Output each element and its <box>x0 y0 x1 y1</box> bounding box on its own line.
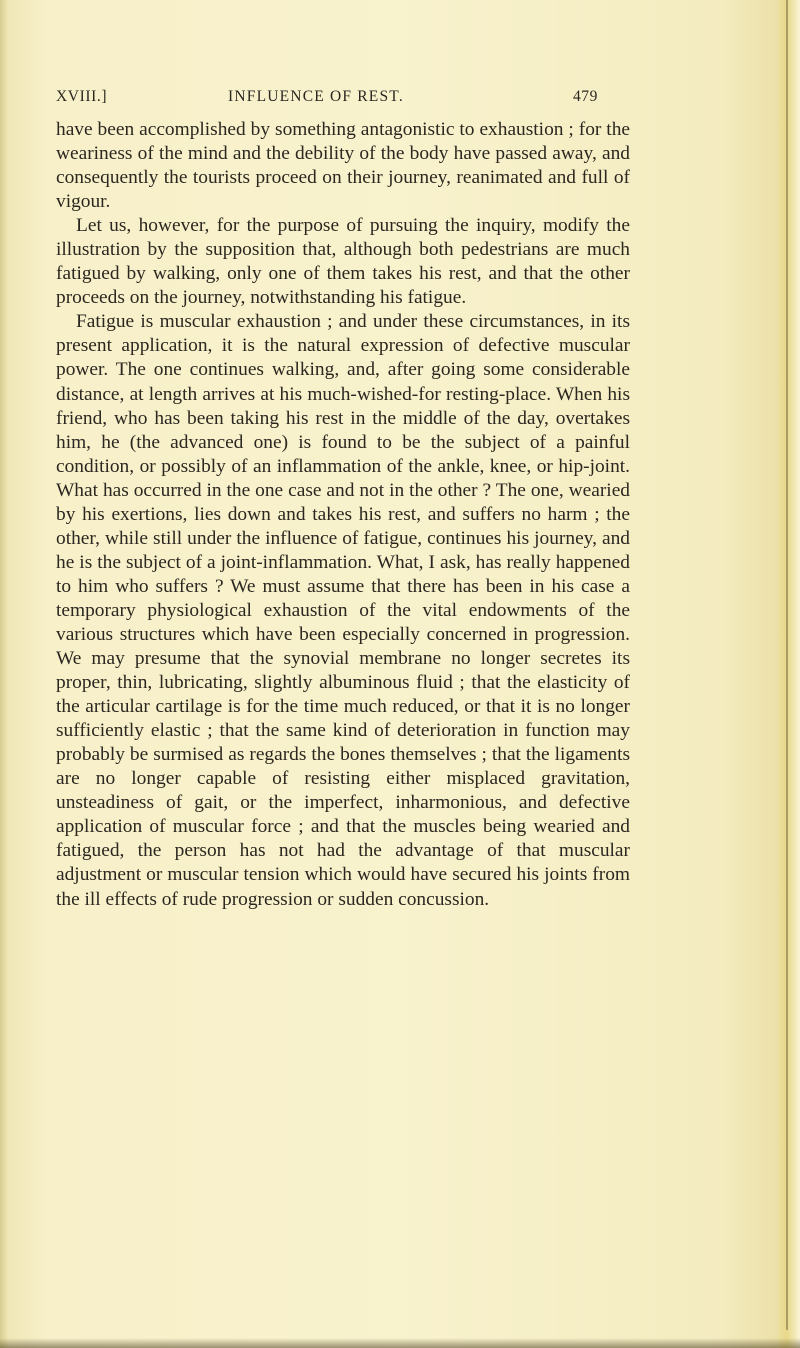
page-number: 479 <box>572 88 598 105</box>
page-edge-line <box>786 0 788 1330</box>
running-head <box>56 88 598 110</box>
chapter-label: XVIII.] <box>56 88 108 105</box>
body-text <box>56 118 630 912</box>
page-left-edge <box>0 0 8 1348</box>
page-gutter-edge <box>778 0 800 1348</box>
paragraph: Let us, however, for the purpose of pursuing the inquiry, modify the illustration by the supposition that, although both pedestrians are much fatigued by walking, only one of them takes his rest, and that the other proceeds on the journey, notwithstanding his fatigue. <box>56 215 630 309</box>
page-bottom-shadow <box>0 1338 800 1348</box>
paragraph: have been accomplished by something antagonistic to exhaustion ; for the weariness of the mind and the debility of the body have passed away, and consequently the tourists proceed on their journey, reanimated and full of vigour. <box>56 119 630 213</box>
running-title: INFLUENCE OF REST. <box>228 88 404 105</box>
paragraph: Fatigue is muscular exhaustion ; and under these circumstances, in its present application, it is the natural expression of defective muscular power. The one continues walking, and, after going some considerable distance, at length arrives at his much-wished-for resting-place. When his friend, who has been taking his rest in the middle of the day, overtakes him, he (the advanced one) is found to be the subject of a painful condition, or possibly of an inflammation of the ankle, knee, or hip-joint. What has occurred in the one case and not in the other ? The one, wearied by his exertions, lies down and takes his rest, and suffers no harm ; the other, while still under the influence of fatigue, continues his journey, and he is the subject of a joint-inflammation. What, I ask, has really happened to him who suffers ? We must assume that there has been in his case a temporary physiological exhaustion of the vital endowments of the various structures which have been especially concerned in progression. We may presume that the synovial membrane no longer secretes its proper, thin, lubricating, slightly albuminous fluid ; that the elasticity of the articular cartilage is for the time much reduced, or that it is no longer sufficiently elastic ; that the same kind of deterioration in function may probably be surmised as regards the bones themselves ; that the ligaments are no longer capable of resisting either misplaced gravitation, unsteadiness of gait, or the imperfect, inharmonious, and defective application of muscular force ; and that the muscles being wearied and fatigued, the person has not had the advantage of that muscular adjustment or muscular tension which would have secured his joints from the ill effects of rude progression or sudden concussion. <box>56 311 630 910</box>
